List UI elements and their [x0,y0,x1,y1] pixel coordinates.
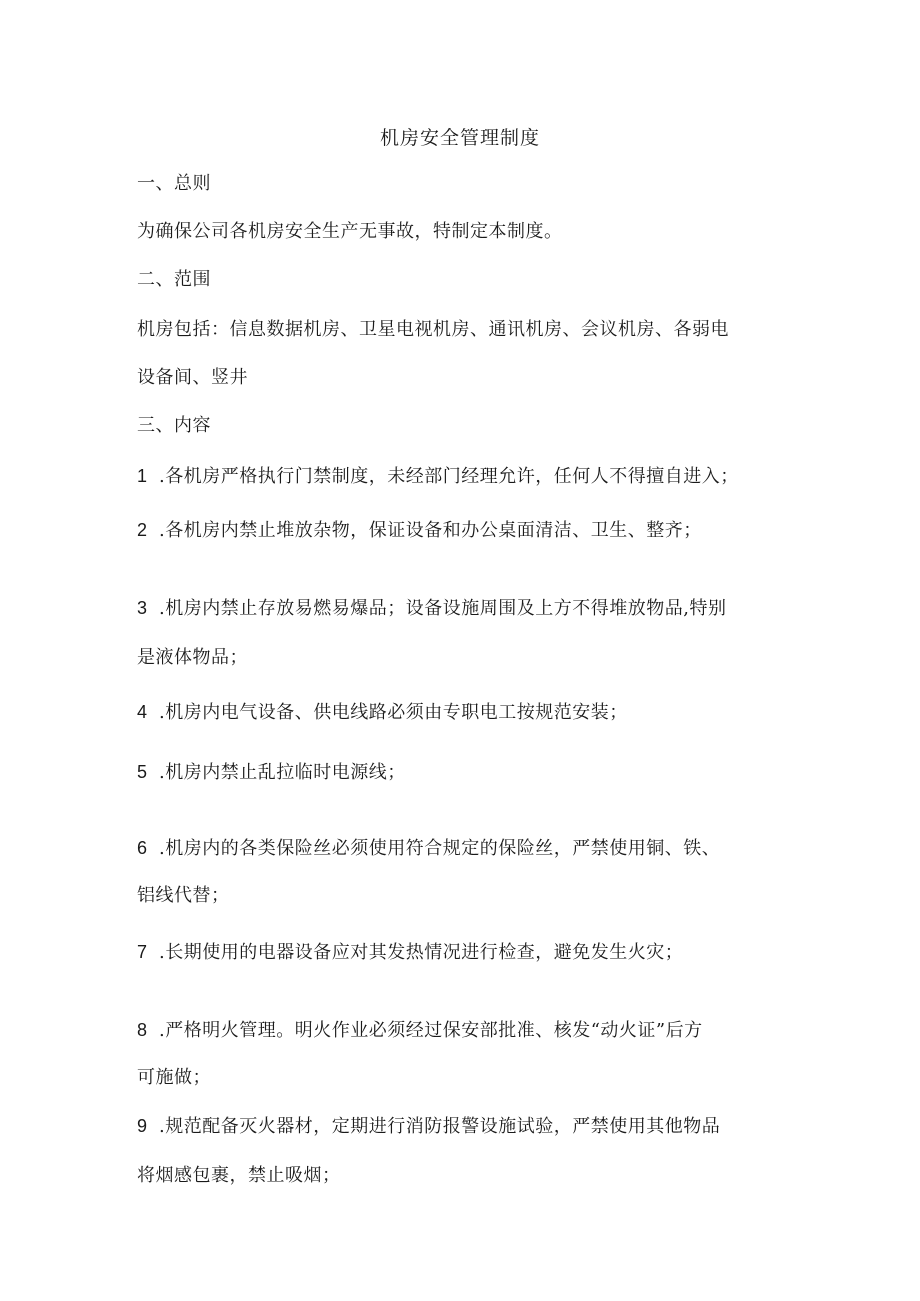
list-item-continuation: 是液体物品； [137,647,248,668]
list-item [137,518,702,543]
item-number: 3 [137,598,148,618]
item-text: .长期使用的电器设备应对其发热情况进行检查，避免发生火灾； [159,942,684,963]
list-item [137,760,406,785]
item-number: 7 [137,942,148,962]
item-number: 8 [137,1020,148,1040]
item-number: 1 [137,466,148,486]
list-item-continuation: 将烟感包裹，禁止吸烟； [137,1165,341,1186]
document-title: 机房安全管理制度 [379,127,540,149]
item-text: .各机房严格执行门禁制度，未经部门经理允许，任何人不得擅自进入； [159,466,739,487]
section-heading-scope: 二、范围 [137,269,211,290]
section-text-scope-line1: 机房包括：信息数据机房、卫星电视机房、通讯机房、会议机房、各弱电 [137,319,729,340]
item-text: .各机房内禁止堆放杂物，保证设备和办公桌面清洁、卫生、整齐； [159,520,702,541]
list-item [137,596,726,621]
list-item-continuation: 可施做； [137,1067,211,1088]
item-text: .严格明火管理。明火作业必须经过保安部批准、核发“动火证”后方 [159,1020,703,1041]
item-number: 4 [137,702,148,722]
item-number: 9 [137,1116,148,1136]
item-text: .机房内电气设备、供电线路必须由专职电工按规范安装； [159,702,628,723]
item-number: 2 [137,520,148,540]
list-item [137,700,628,725]
item-text: .规范配备灭火器材，定期进行消防报警设施试验，严禁使用其他物品 [159,1116,721,1137]
list-item [137,1018,703,1043]
section-heading-content: 三、内容 [137,415,211,436]
item-number: 6 [137,838,148,858]
section-heading-general: 一、总则 [137,173,211,194]
list-item-continuation: 铝线代替； [137,885,230,906]
section-text-scope-line2: 设备间、竖井 [137,367,248,388]
item-text: .机房内的各类保险丝必须使用符合规定的保险丝，严禁使用铜、铁、 [159,838,721,859]
list-item [137,836,720,861]
item-text: .机房内禁止存放易燃易爆品；设备设施周围及上方不得堆放物品,特别 [159,598,727,619]
section-text-general: 为确保公司各机房安全生产无事故，特制定本制度。 [137,221,563,242]
list-item [137,940,683,965]
item-number: 5 [137,762,148,782]
item-text: .机房内禁止乱拉临时电源线； [159,762,406,783]
list-item [137,464,739,489]
list-item [137,1114,720,1139]
